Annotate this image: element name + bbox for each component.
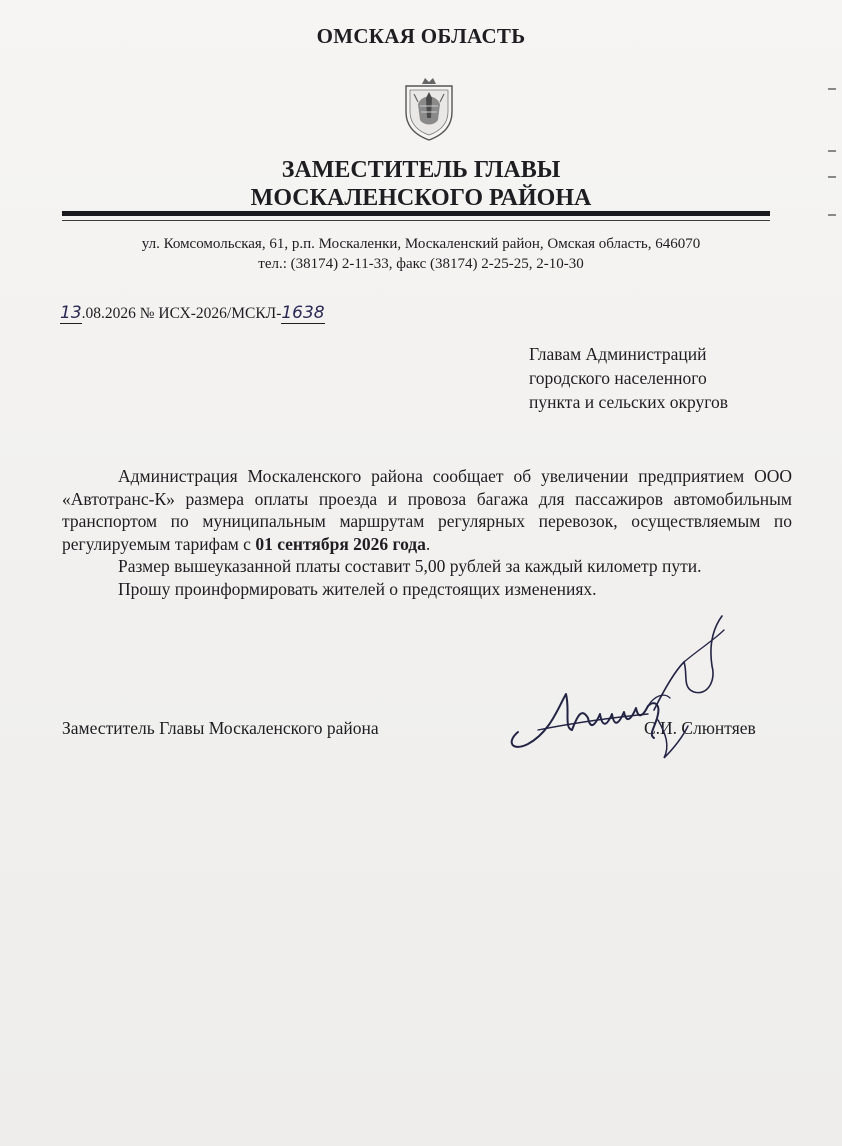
region-heading: ОМСКАЯ ОБЛАСТЬ [316, 24, 526, 48]
header-divider-thick [62, 211, 770, 216]
addressee-line: Главам Администраций [529, 344, 707, 364]
coat-of-arms-icon [398, 76, 460, 142]
addressee-line: пункта и сельских округов [529, 392, 728, 412]
address-line: ул. Комсомольская, 61, р.п. Москаленки, Москаленский район, Омская область, 646070 [141, 236, 701, 252]
registration-line [60, 304, 325, 324]
header-divider-thin [62, 220, 770, 221]
addressee-block [529, 342, 728, 414]
signatory-position: Заместитель Главы Москаленского района [62, 718, 379, 738]
organization-address [0, 234, 842, 274]
letter-body [62, 465, 792, 600]
registration-number: 1638 [281, 303, 325, 323]
document-title [0, 156, 842, 212]
edge-mark [828, 214, 836, 216]
signatory-name: С.И. Слюнтяев [644, 718, 756, 738]
effective-date: 01 сентября 2026 года [255, 533, 426, 554]
registration-date-number: .08.2026 № ИСХ-2026/МСКЛ- [81, 305, 282, 322]
edge-mark [828, 88, 836, 90]
title-line: ЗАМЕСТИТЕЛЬ ГЛАВЫ [281, 157, 561, 183]
addressee-line: городского населенного [529, 368, 707, 388]
phone-line: тел.: (38174) 2-11-33, факс (38174) 2-25-25, 2-10-30 [258, 256, 584, 272]
handwritten-signature [498, 610, 728, 770]
edge-mark [828, 150, 836, 152]
body-paragraph: Прошу проинформировать жителей о предстоящих изменениях. [118, 578, 597, 599]
body-paragraph: Размер вышеуказанной платы составит 5,00 рублей за каждый километр пути. [118, 556, 702, 576]
registration-day: 13 [60, 303, 82, 323]
body-paragraph: Администрация Москаленского района сообщает об увеличении предприятием ООО «Автотранс-К» размера оплаты проезда и провоза багажа для пассажиров автомобильным транспортом по муниципальным маршрутам регулярных перевозок, осуществляемым по регулируемым тарифам с 01 сентября 2026 года. [62, 466, 792, 554]
title-line: МОСКАЛЕНСКОГО РАЙОНА [250, 185, 592, 211]
